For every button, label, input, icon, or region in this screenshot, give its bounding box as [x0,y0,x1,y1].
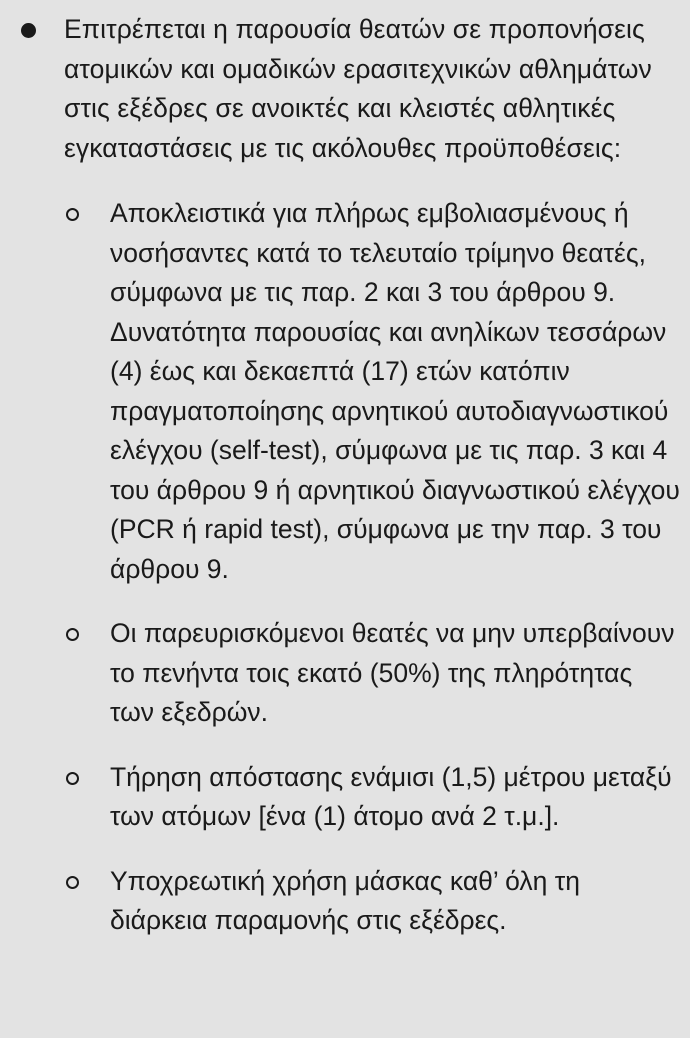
condition-text: Τήρηση απόστασης ενάμισι (1,5) μέτρου μεταξύ των ατόμων [ένα (1) άτομο ανά 2 τ.μ.]. [110,761,672,831]
condition-item [64,194,680,589]
hollow-circle-bullet-icon [66,876,79,889]
condition-item [64,862,680,941]
hollow-circle-bullet-icon [66,772,79,785]
main-paragraph: Επιτρέπεται η παρουσία θεατών σε προπονήσεις ατομικών και ομαδικών ερασιτεχνικών αθλημάτων στις εξέδρες σε ανοικτές και κλειστές αθλητικές εγκαταστάσεις με τις ακόλουθες προϋποθέσεις: [64,14,652,163]
hollow-circle-bullet-icon [66,208,79,221]
condition-text: Οι παρευρισκόμενοι θεατές να μην υπερβαίνουν το πενήντα τοις εκατό (50%) της πληρότητας των εξεδρών. [110,618,675,727]
condition-item [64,614,680,733]
main-bullet-list [0,10,690,941]
condition-item [64,758,680,837]
conditions-list [64,194,680,941]
filled-bullet-icon [21,23,36,38]
condition-text: Αποκλειστικά για πλήρως εμβολιασμένους ή νοσήσαντες κατά το τελευταίο τρίμηνο θεατές, σύμφωνα με τις παρ. 2 και 3 του άρθρου 9. Δυνατότητα παρουσίας και ανηλίκων τεσσάρων (4) έως και δεκαεπτά (17) ετών κατόπιν πραγματοποίησης αρνητικού αυτοδιαγνωστικού ελέγχου (self-test), σύμφωνα με τις παρ. 3 και 4 του άρθρου 9 ή αρνητικού διαγνωστικού ελέγχου (PCR ή rapid test), σύμφωνα με την παρ. 3 του άρθρου 9. [110,198,680,584]
hollow-circle-bullet-icon [66,628,79,641]
main-list-item [0,10,690,941]
condition-text: Υποχρεωτική χρήση μάσκας καθ’ όλη τη διάρκεια παραμονής στις εξέδρες. [110,865,580,935]
